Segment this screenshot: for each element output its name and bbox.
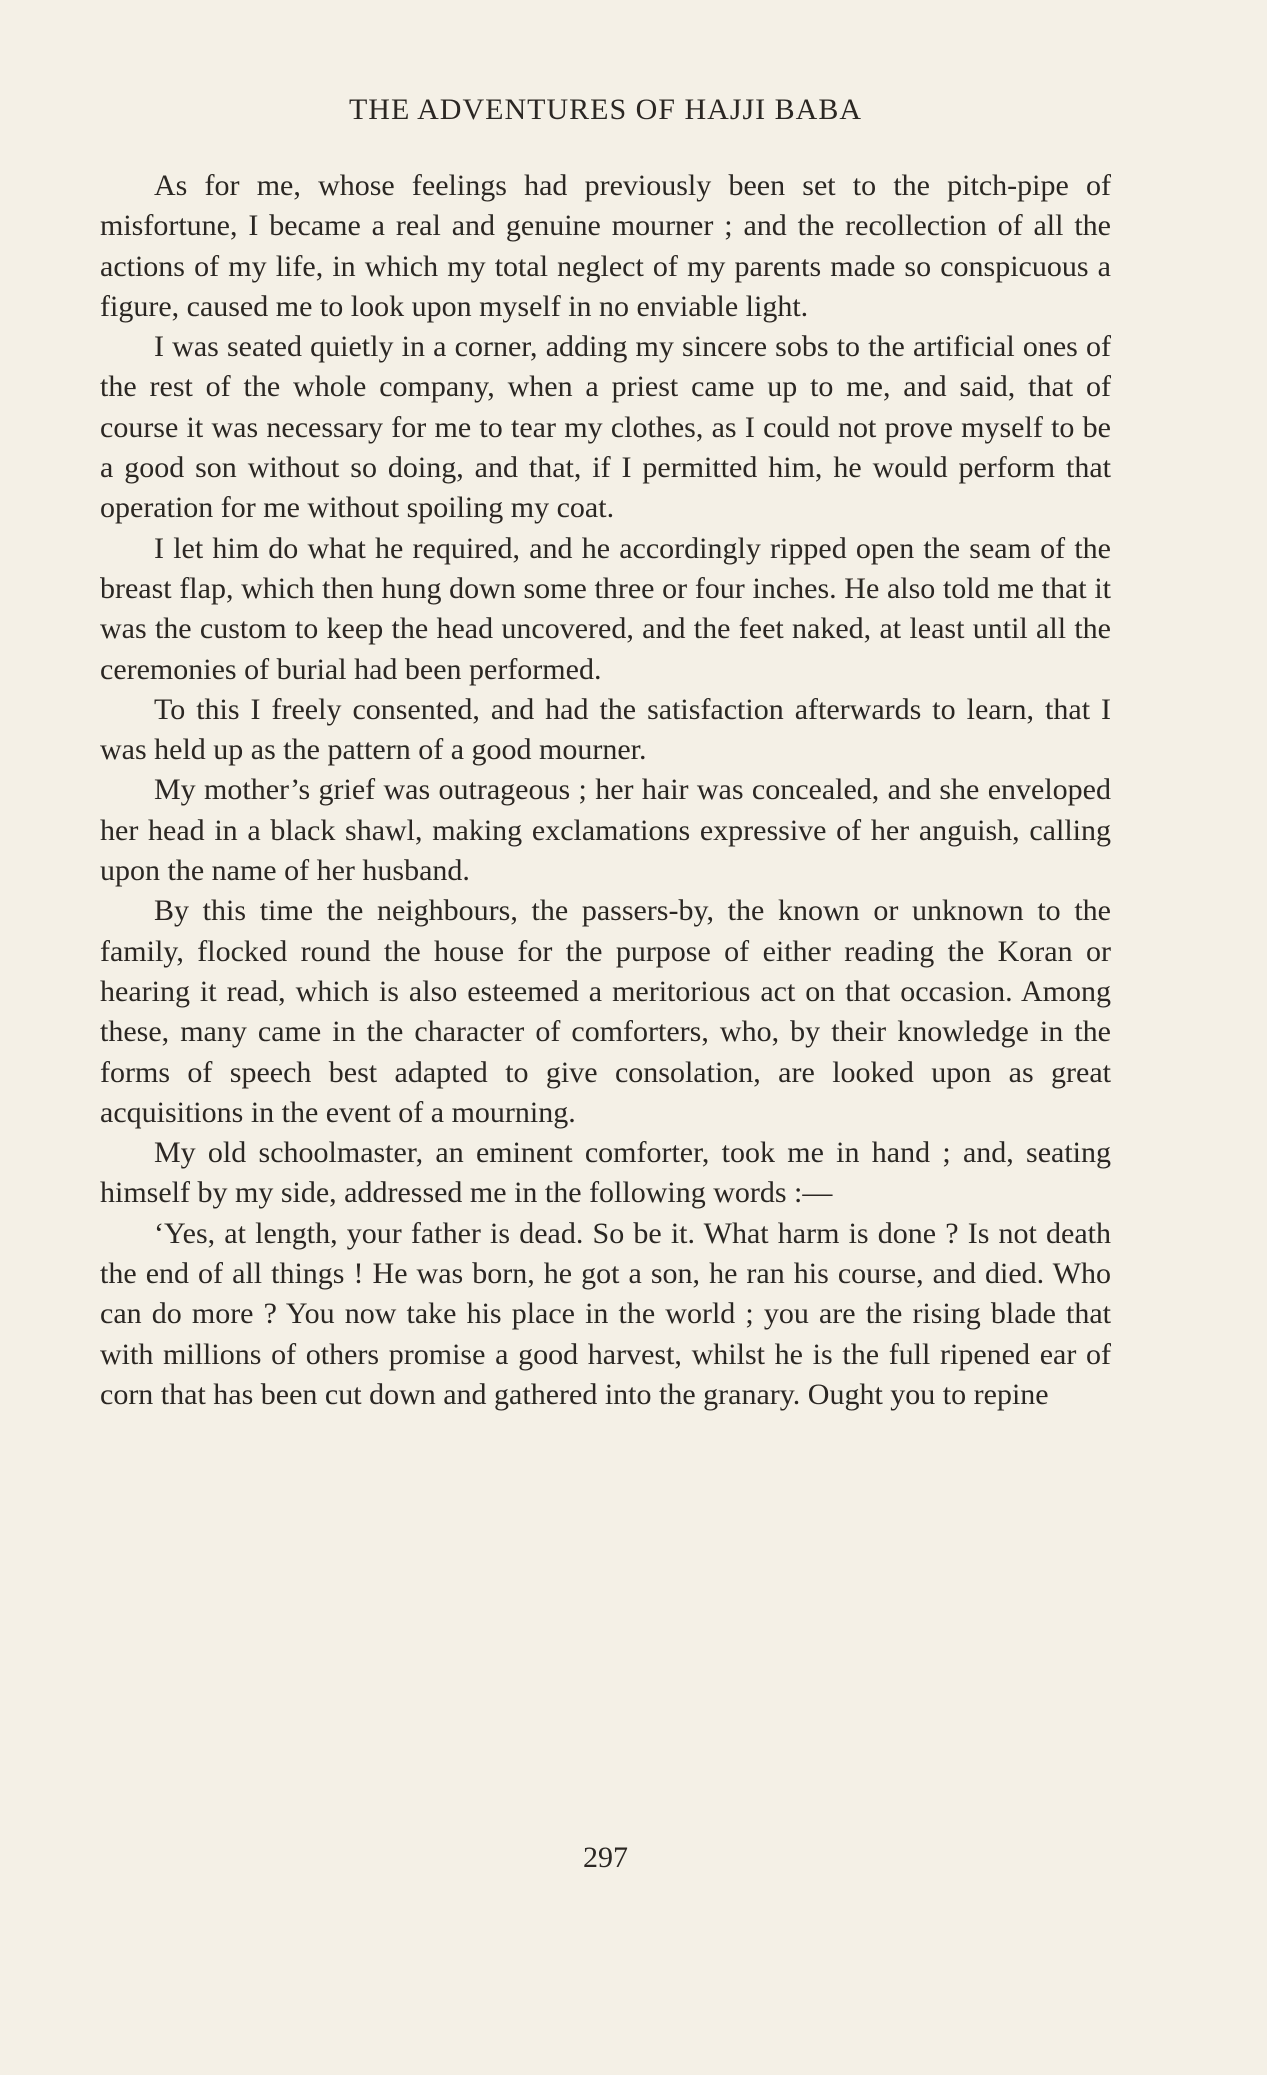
paragraph: ‘Yes, at length, your father is dead. So be it. What harm is done ? Is not death the end of all things ! He was born, he got a son, he ran his course, and died. Who can do more ? You now take his place in the world ; you are the rising blade that with millions of others promise a good harvest, whilst he is the full ripened ear of corn that has been cut down and gathered into the granary. Ought you to repine — [100, 1216, 1111, 1411]
paragraph: My old schoolmaster, an eminent comforter, took me in hand ; and, seating himself by my side, addressed me in the following words :— — [100, 1136, 1111, 1210]
paragraph: I let him do what he required, and he accordingly ripped open the seam of the breast flap, which then hung down some three or four inches. He also told me that it was the custom to keep the head uncovered, and the feet naked, at least until all the ceremonies of burial had been performed. — [100, 531, 1111, 686]
paragraph: As for me, whose feelings had previously been set to the pitch-pipe of misfortune, I became a real and genuine mourner ; and the recollection of all the actions of my life, in which my total neglect of my parents made so conspicuous a figure, caused me to look upon myself in no enviable light. — [100, 169, 1111, 323]
paragraph: By this time the neighbours, the passers-by, the known or unknown to the family, flocked round the house for the purpose of either reading the Koran or hearing it read, which is also esteemed a meritorious act on that occasion. Among these, many came in the character of comforters, who, by their knowledge in the forms of speech best adapted to give consolation, are looked upon as great acquisitions in the event of a mourning. — [100, 894, 1111, 1129]
running-head: THE ADVENTURES OF HAJJI BABA — [348, 93, 863, 126]
page-number: 297 — [583, 1841, 628, 1874]
paragraph: My mother’s grief was outrageous ; her hair was concealed, and she enveloped her head in a black shawl, making exclamations expressive of her anguish, calling upon the name of her husband. — [100, 773, 1111, 888]
paragraph: To this I freely consented, and had the satisfaction afterwards to learn, that I was held up as the pattern of a good mourner. — [100, 692, 1111, 767]
paragraph: I was seated quietly in a corner, adding my sincere sobs to the artificial ones of the rest of the whole company, when a priest came up to me, and said, that of course it was necessary for me to tear my clothes, as I could not prove myself to be a good son without so doing, and that, if I permitted him, he would perform that operation for me without spoiling my coat. — [100, 330, 1111, 525]
body-text — [100, 166, 1111, 1415]
